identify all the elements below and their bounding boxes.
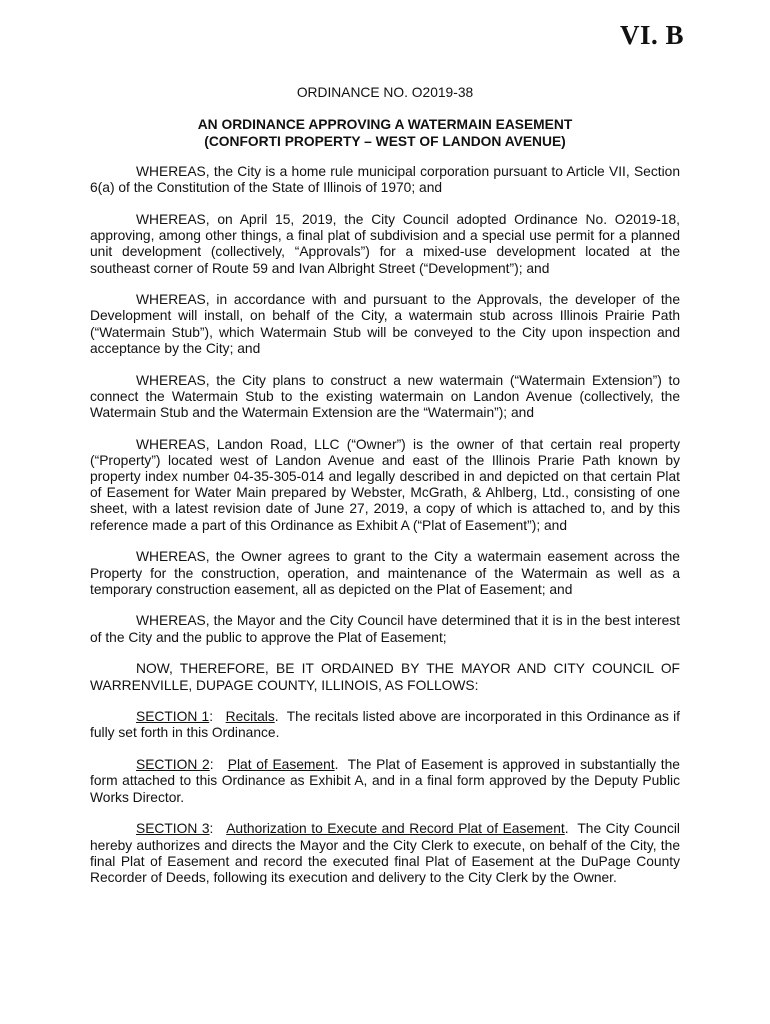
section-3-heading: Authorization to Execute and Record Plat of Easement — [226, 821, 565, 837]
section-1-label: SECTION 1 — [136, 709, 210, 725]
section-3: SECTION 3: Authorization to Execute and Record Plat of Easement. The City Council hereby authorizes and directs the Mayor and the City Clerk to execute, on behalf of the City, the final Plat of Easement and record the executed final Plat of Easement at the DuPage County Recorder of Deeds, following its execution and delivery to the City Clerk by the Owner. — [90, 821, 680, 885]
whereas-clause-2: WHEREAS, on April 15, 2019, the City Council adopted Ordinance No. O2019-18, approving, among other things, a final plat of subdivision and a special use permit for a planned unit development (collectively, “Approvals”) for a mixed-use development located at the southeast corner of Route 59 and Ivan Albright Street (“Development”); and — [90, 211, 680, 276]
section-1-text: The recitals listed above are incorporated in this Ordinance as if fully set forth in this Ordinance. — [90, 709, 680, 741]
whereas-clause-5: WHEREAS, Landon Road, LLC (“Owner”) is the owner of that certain real property (“Property”) located west of Landon Avenue and east of the Illinois Prarie Path known by property index number 04-35-305-014 and legally described in and depicted on that certain Plat of Easement for Water Main prepared by Webster, McGrath, & Ahlberg, Ltd., consisting of one sheet, with a latest revision date of June 27, 2019, a copy of which is attached to, and by this reference made a part of this Ordinance as Exhibit A (“Plat of Easement”); and — [90, 436, 680, 533]
ordinance-title-line-1: AN ORDINANCE APPROVING A WATERMAIN EASEMENT — [197, 117, 573, 132]
ordinance-title-line-2: (CONFORTI PROPERTY – WEST OF LANDON AVENUE) — [204, 134, 566, 149]
whereas-clause-1: WHEREAS, the City is a home rule municipal corporation pursuant to Article VII, Section 6(a) of the Constitution of the State of Illinois of 1970; and — [90, 164, 680, 196]
section-3-text: The City Council hereby authorizes and directs the Mayor and the City Clerk to execute, on behalf of the City, the final Plat of Easement and record the executed final Plat of Easement at the DuPage County Recorder of Deeds, following its execution and delivery to the City Clerk by the Owner. — [90, 821, 680, 885]
section-2-label: SECTION 2 — [136, 757, 210, 773]
now-therefore-clause: NOW, THEREFORE, BE IT ORDAINED BY THE MAYOR AND CITY COUNCIL OF WARRENVILLE, DUPAGE COUNTY, ILLINOIS, AS FOLLOWS: — [90, 661, 680, 693]
whereas-clause-3: WHEREAS, in accordance with and pursuant to the Approvals, the developer of the Development will install, on behalf of the City, a watermain stub across Illinois Prairie Path (“Watermain Stub”), which Watermain Stub will be conveyed to the City upon inspection and acceptance by the City; and — [90, 292, 680, 356]
section-3-label: SECTION 3 — [136, 821, 210, 837]
ordinance-number: ORDINANCE NO. O2019-38 — [296, 85, 474, 100]
ordinance-body — [90, 164, 680, 902]
section-2-heading: Plat of Easement — [227, 757, 335, 773]
whereas-clause-4: WHEREAS, the City plans to construct a new watermain (“Watermain Extension”) to connect the Watermain Stub to the existing watermain on Landon Avenue (collectively, the Watermain Stub and the Watermain Extension are the “Watermain”); and — [90, 372, 680, 420]
agenda-item-tag: VI. B — [619, 20, 684, 50]
section-1: SECTION 1: Recitals. The recitals listed above are incorporated in this Ordinance as if fully set forth in this Ordinance. — [90, 709, 680, 741]
whereas-clause-7: WHEREAS, the Mayor and the City Council have determined that it is in the best interest of the City and the public to approve the Plat of Easement; — [90, 613, 680, 645]
section-2-text: The Plat of Easement is approved in substantially the form attached to this Ordinance as Exhibit A, and in a final form approved by the Deputy Public Works Director. — [90, 757, 680, 805]
whereas-clause-6: WHEREAS, the Owner agrees to grant to the City a watermain easement across the Property for the construction, operation, and maintenance of the Watermain as well as a temporary construction easement, all as depicted on the Plat of Easement; and — [90, 549, 680, 597]
ordinance-title — [0, 116, 770, 150]
section-1-heading: Recitals — [225, 709, 275, 725]
section-2: SECTION 2: Plat of Easement. The Plat of Easement is approved in substantially the form attached to this Ordinance as Exhibit A, and in a final form approved by the Deputy Public Works Director. — [90, 757, 680, 805]
